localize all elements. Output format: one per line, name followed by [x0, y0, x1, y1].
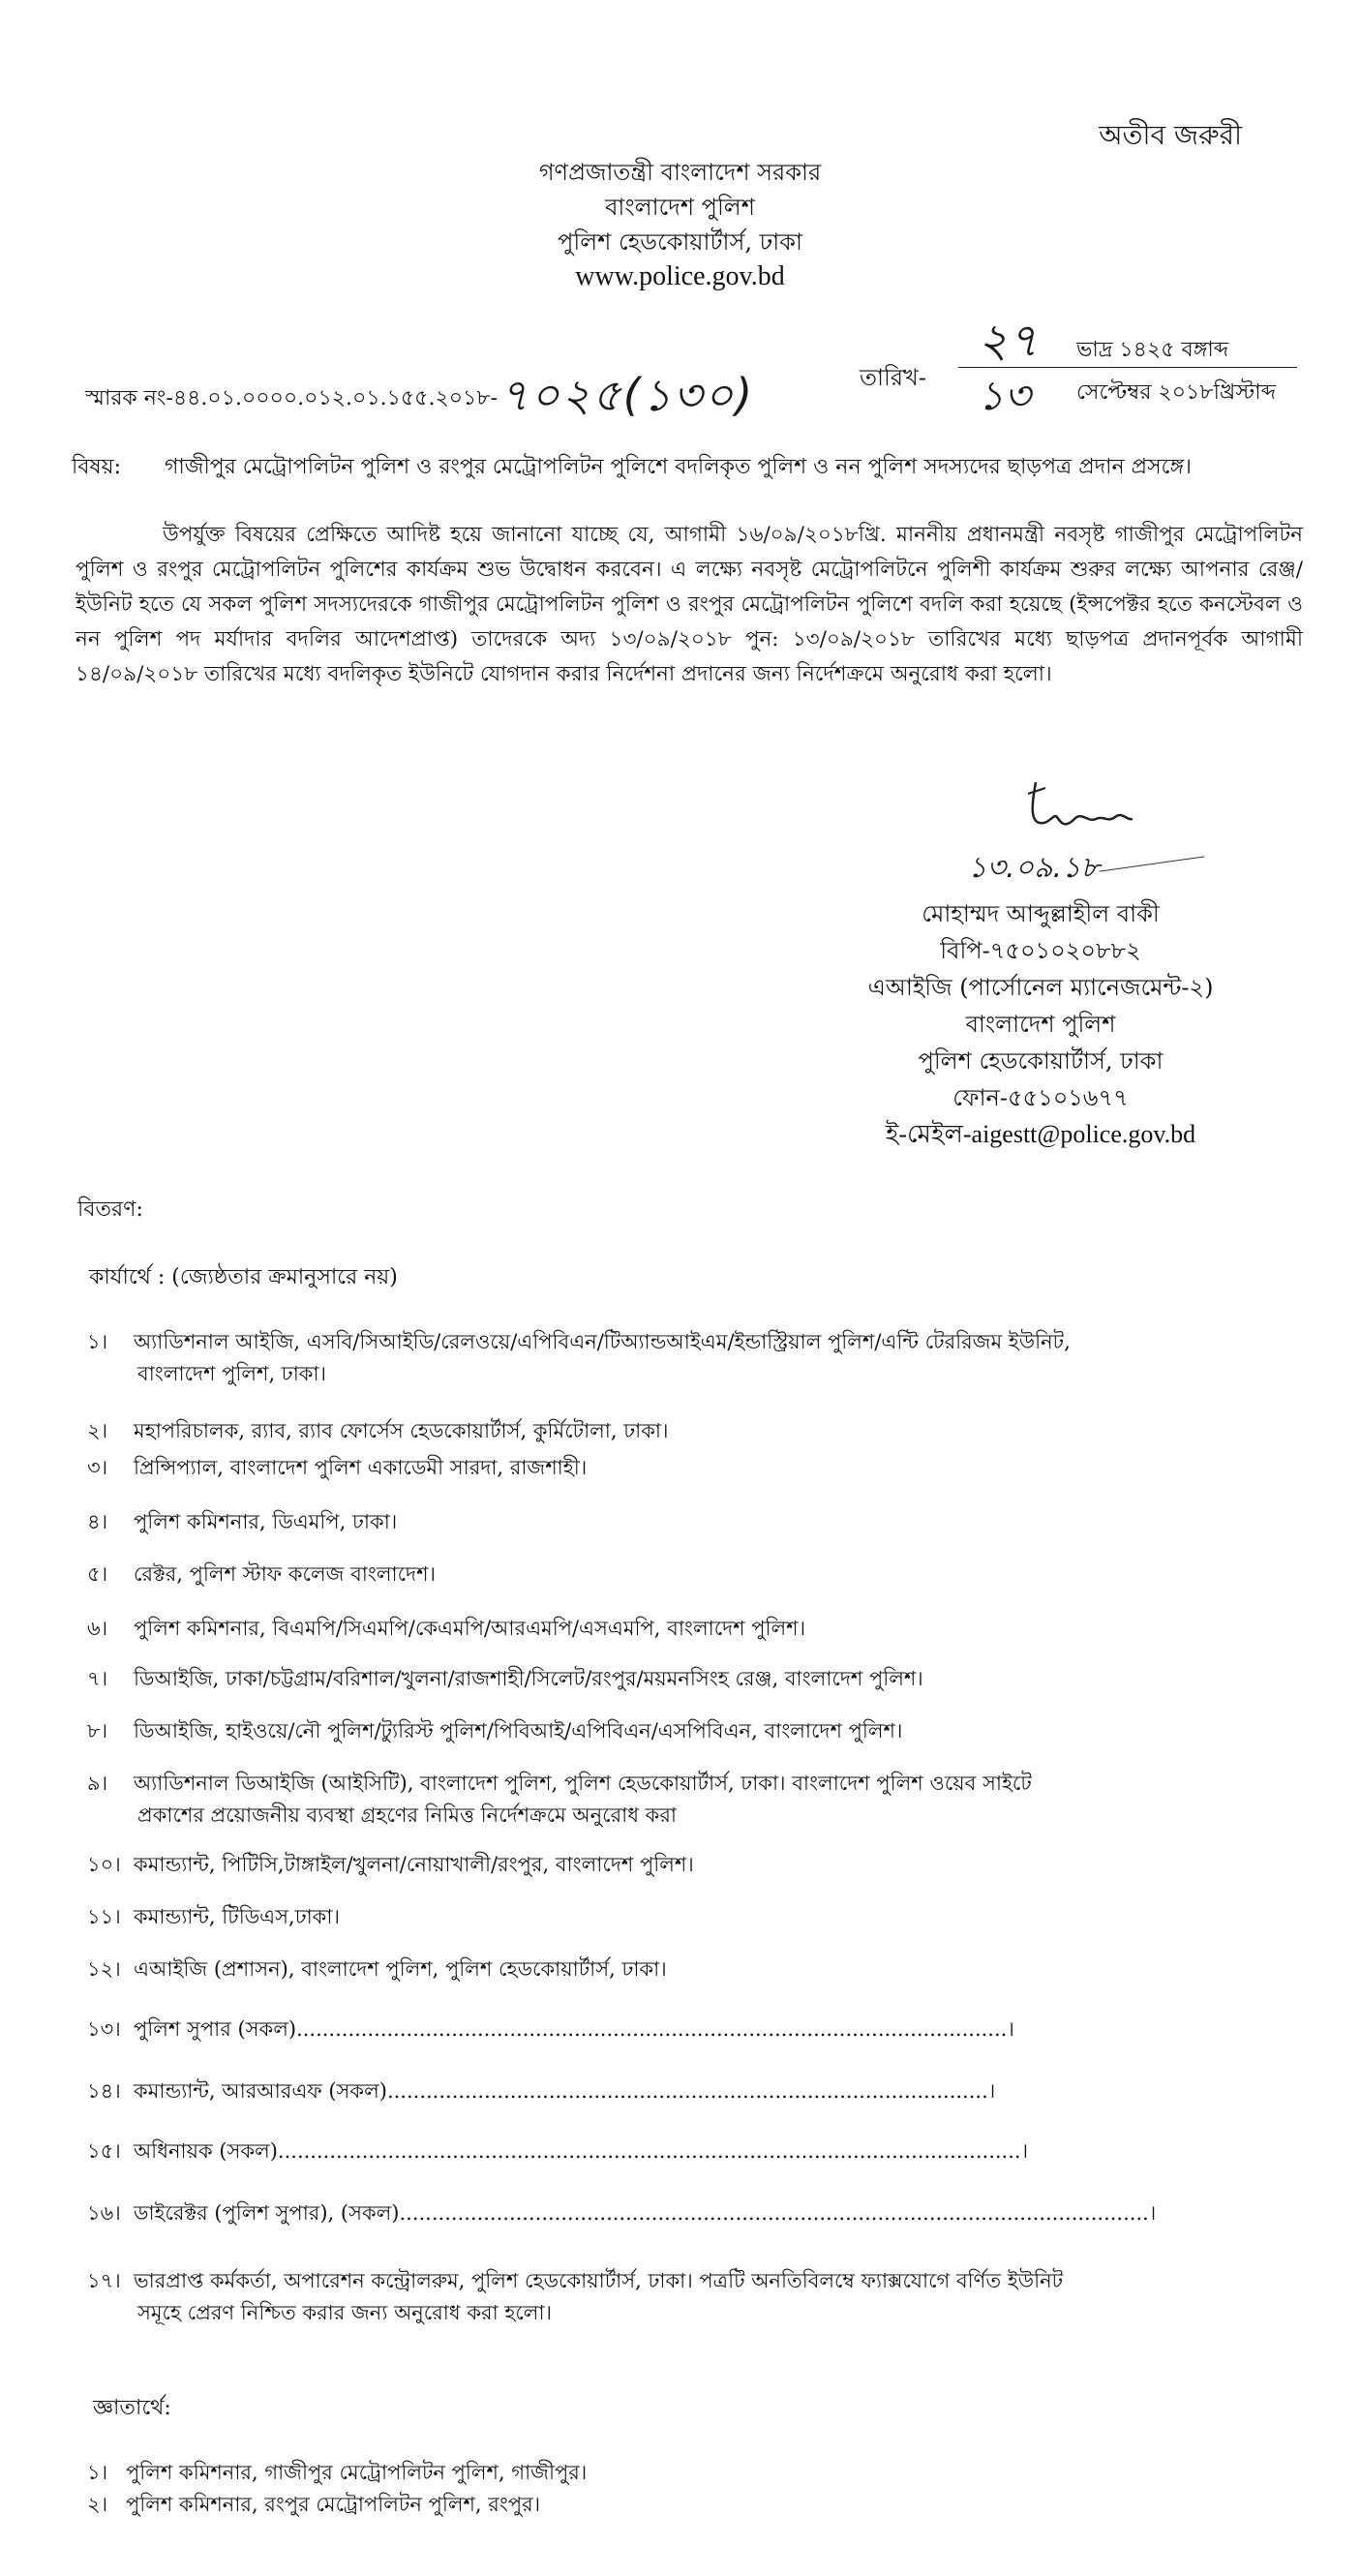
- distribution-item: [87, 2014, 1336, 2046]
- distribution-item-number: ১১।: [87, 1905, 121, 1928]
- distribution-item-number: ৫।: [87, 1562, 108, 1586]
- distribution-item-number: ৬।: [87, 1617, 108, 1640]
- english-date: সেপ্টেম্বর ২০১৮খ্রিস্টাব্দ: [1076, 380, 1277, 405]
- signature-date-stroke: [1099, 856, 1204, 871]
- distribution-item-text: কমান্ড্যান্ট, পিটিসি,টাঙ্গাইল/খুলনা/নোয়াখালী/রংপুর, বাংলাদেশ পুলিশ।: [134, 1853, 694, 1876]
- distribution-item: [87, 1559, 1336, 1591]
- distribution-item-text: পুলিশ সুপার (সকল)..............................................................................................................।: [134, 2017, 1014, 2041]
- distribution-item: [87, 1452, 1336, 1484]
- information-item-text: পুলিশ কমিশনার, গাজীপুর মেট্রোপলিটন পুলিশ, গাজীপুর।: [126, 2461, 588, 2484]
- memo-number-printed: স্মারক নং-৪৪.০১.০০০০.০১২.০১.১৫৫.২০১৮-: [85, 386, 499, 410]
- distribution-label: বিতরণ:: [77, 1197, 143, 1222]
- distribution-item-number: ২।: [87, 1419, 108, 1442]
- distribution-item: [87, 1849, 1336, 1881]
- distribution-item: [87, 2076, 1336, 2107]
- signature-date-handwritten: ১৩.০৯.১৮: [968, 851, 1100, 885]
- distribution-item: [87, 1768, 1336, 1832]
- distribution-item-text: কমান্ড্যান্ট, আরআরএফ (সকল).............................................................................................।: [134, 2079, 996, 2103]
- distribution-item-text: পুলিশ কমিশনার, বিএমপি/সিএমপি/কেএমপি/আরএমপি/এসএমপি, বাংলাদেশ পুলিশ।: [134, 1617, 806, 1640]
- distribution-item-number: ১৪।: [87, 2079, 121, 2103]
- information-item: [87, 2457, 587, 2489]
- distribution-item-number: ৮।: [87, 1719, 108, 1743]
- distribution-item-text: ডাইরেক্টর (পুলিশ সুপার), (সকল)....................................................................................................................।: [134, 2201, 1157, 2225]
- distribution-item: [87, 1663, 1336, 1695]
- signatory-bp: বিপি-৭৫০১০২০৮৮২: [940, 937, 1141, 964]
- distribution-item: [87, 1326, 1336, 1390]
- signatory-designation: এআইজি (পার্সোনেল ম্যানেজমেন্ট-২): [867, 974, 1214, 1001]
- distribution-item-number: ১৭।: [87, 2269, 121, 2292]
- memo-number: [85, 356, 754, 430]
- distribution-item-text: ডিআইজি, ঢাকা/চট্টগ্রাম/বরিশাল/খুলনা/রাজশাহী/সিলেট/রংপুর/ময়মনসিংহ রেঞ্জ, বাংলাদেশ পুলিশ।: [134, 1667, 923, 1690]
- distribution-item-number: ১০।: [87, 1853, 121, 1876]
- distribution-item-text: অধিনায়ক (সকল)...................................................................................................................।: [134, 2139, 1029, 2163]
- information-item-text: পুলিশ কমিশনার, রংপুর মেট্রোপলিটন পুলিশ, রংপুর।: [126, 2493, 541, 2516]
- information-item: [87, 2489, 587, 2521]
- signatory-office: পুলিশ হেডকোয়ার্টার্স, ঢাকা: [918, 1047, 1164, 1075]
- distribution-item-text: প্রিন্সিপ্যাল, বাংলাদেশ পুলিশ একাডেমী সারদা, রাজশাহী।: [134, 1456, 588, 1479]
- information-item-number: ১।: [87, 2461, 108, 2484]
- distribution-item-number: ১২।: [87, 1957, 121, 1981]
- distribution-item-text: কমান্ড্যান্ট, টিডিএস,ঢাকা।: [134, 1905, 340, 1928]
- distribution-item-number: ৭।: [87, 1667, 108, 1690]
- signatory-email: ই-মেইল-aigestt@police.gov.bd: [885, 1120, 1196, 1148]
- memo-number-handwritten: ৭০২৫(১৩০): [499, 369, 755, 421]
- distribution-item: [87, 1715, 1336, 1747]
- distribution-item-text: ডিআইজি, হাইওয়ে/নৌ পুলিশ/ট্যুরিস্ট পুলিশ/পিবিআই/এপিবিএন/এসপিবিএন, বাংলাদেশ পুলিশ।: [134, 1719, 903, 1743]
- body-text: উপর্যুক্ত বিষয়ের প্রেক্ষিতে আদিষ্ট হয়ে জানানো যাচ্ছে যে, আগামী ১৬/০৯/২০১৮খ্রি. মাননীয় প্রধানমন্ত্রী নবসৃষ্ট গাজীপুর মেট্রোপলিটন পুলিশ ও রংপুর মেট্রোপলিটন পুলিশের কার্যক্রম শুভ উদ্বোধন করবেন। এ লক্ষ্যে নবসৃষ্ট মেট্রোপলিটনে পুলিশী কার্যক্রম শুরুর লক্ষ্যে আপনার রেঞ্জ/ইউনিট হতে যে সকল পুলিশ সদস্যদেরকে গাজীপুর মেট্রোপলিটন পুলিশ ও রংপুর মেট্রোপলিটন পুলিশে বদলি করা হয়েছে (ইন্সপেক্টর হতে কনস্টেবল ও নন পুলিশ পদ মর্যাদার বদলির আদেশপ্রাপ্ত) তাদেরকে অদ্য ১৩/০৯/২০১৮ পুন: ১৩/০৯/২০১৮ তারিখের মধ্যে ছাড়পত্র প্রদানপূর্বক আগামী ১৪/০৯/২০১৮ তারিখের মধ্যে বদলিকৃত ইউনিটে যোগদান করার নির্দেশনা প্রদানের জন্য নির্দেশক্রমে অনুরোধ করা হলো।: [76, 523, 1303, 686]
- letterhead-website: www.police.gov.bd: [575, 261, 785, 291]
- bangla-date: ভাদ্র ১৪২৫ বঙ্গাব্দ: [1076, 338, 1229, 362]
- body-paragraph: [76, 518, 1303, 692]
- signature-scrawl: [1007, 774, 1191, 842]
- distribution-item: [87, 2265, 1336, 2329]
- signatory-phone: ফোন-৫৫১০১৬৭৭: [952, 1084, 1129, 1111]
- information-list: [87, 2457, 587, 2521]
- letterhead-office: পুলিশ হেডকোয়ার্টার্স, ঢাকা: [558, 228, 802, 256]
- letterhead-government: গণপ্রজাতন্ত্রী বাংলাদেশ সরকার: [538, 159, 822, 186]
- english-day-handwritten: ১৩: [978, 372, 1031, 419]
- distribution-item: [87, 1901, 1336, 1933]
- distribution-item-text: মহাপরিচালক, র‌্যাব, র‌্যাব ফোর্সেস হেডকোয়ার্টার্স, কুর্মিটোলা, ঢাকা।: [134, 1419, 669, 1442]
- distribution-item-text: অ্যাডিশনাল ডিআইজি (আইসিটি), বাংলাদেশ পুলিশ, পুলিশ হেডকোয়ার্টার্স, ঢাকা। বাংলাদেশ পুলিশ ওয়েব সাইটে: [134, 1772, 1032, 1795]
- distribution-item-text: ভারপ্রাপ্ত কর্মকর্তা, অপারেশন কন্ট্রোলরুম, পুলিশ হেডকোয়ার্টার্স, ঢাকা। পত্রটি অনতিবিলম্বে ফ্যাক্সযোগে বর্ণিত ইউনিট: [134, 2269, 1064, 2292]
- letterhead-org: বাংলাদেশ পুলিশ: [605, 194, 755, 221]
- distribution-item-number: ৯।: [87, 1772, 108, 1795]
- distribution-item: [87, 1506, 1336, 1538]
- letterhead: [0, 155, 1360, 294]
- distribution-item-number: ১৬।: [87, 2201, 121, 2225]
- distribution-item-number: ৪।: [87, 1510, 108, 1533]
- distribution-item: [87, 2136, 1336, 2167]
- date-label: তারিখ-: [860, 364, 926, 391]
- information-label: জ্ঞাতার্থে:: [93, 2396, 171, 2420]
- distribution-item-text: অ্যাডিশনাল আইজি, এসবি/সিআইডি/রেলওয়ে/এপিবিএন/টিঅ্যান্ডআইএম/ইন্ডাস্ট্রিয়াল পুলিশ/এন্টি টেররিজম ইউনিট,: [134, 1330, 1071, 1353]
- distribution-item-continuation: বাংলাদেশ পুলিশ, ঢাকা।: [137, 1362, 327, 1385]
- distribution-item: [87, 1613, 1336, 1645]
- distribution-item-text: পুলিশ কমিশনার, ডিএমপি, ঢাকা।: [134, 1510, 398, 1533]
- information-item-number: ২।: [87, 2493, 108, 2516]
- distribution-item-continuation: সমূহে প্রেরণ নিশ্চিত করার জন্য অনুরোধ করা হলো।: [137, 2301, 553, 2324]
- subject-label: বিষয়:: [72, 455, 122, 479]
- signatory-name: মোহাম্মদ আব্দুল্লাহীল বাকী: [922, 900, 1160, 927]
- distribution-item-number: ১।: [87, 1330, 108, 1353]
- distribution-item-number: ১৫।: [87, 2139, 121, 2163]
- distribution-item: [87, 1954, 1336, 1985]
- distribution-item-continuation: প্রকাশের প্রয়োজনীয় ব্যবস্থা গ্রহণের নিমিত্ত নির্দেশক্রমে অনুরোধ করা: [137, 1803, 678, 1827]
- bangla-day-handwritten: ২৭: [978, 314, 1039, 368]
- action-label: কার্যার্থে : (জ্যেষ্ঠতার ক্রমানুসারে নয়): [89, 1265, 398, 1289]
- signatory-block: [774, 895, 1307, 1153]
- distribution-item-text: রেক্টর, পুলিশ স্টাফ কলেজ বাংলাদেশ।: [134, 1562, 437, 1586]
- signatory-org: বাংলাদেশ পুলিশ: [965, 1011, 1116, 1038]
- subject-text: গাজীপুর মেট্রোপলিটন পুলিশ ও রংপুর মেট্রোপলিটন পুলিশে বদলিকৃত পুলিশ ও নন পুলিশ সদস্যদের ছাড়পত্র প্রদান প্রসঙ্গে।: [165, 455, 1192, 479]
- distribution-item: [87, 2197, 1336, 2229]
- distribution-item: [87, 1415, 1336, 1447]
- urgency-label: অতীব জরুরী: [1099, 119, 1242, 151]
- distribution-item-number: ১৩।: [87, 2017, 121, 2041]
- distribution-item-text: এআইজি (প্রশাসন), বাংলাদেশ পুলিশ, পুলিশ হেডকোয়ার্টার্স, ঢাকা।: [134, 1957, 667, 1981]
- distribution-item-number: ৩।: [87, 1456, 108, 1479]
